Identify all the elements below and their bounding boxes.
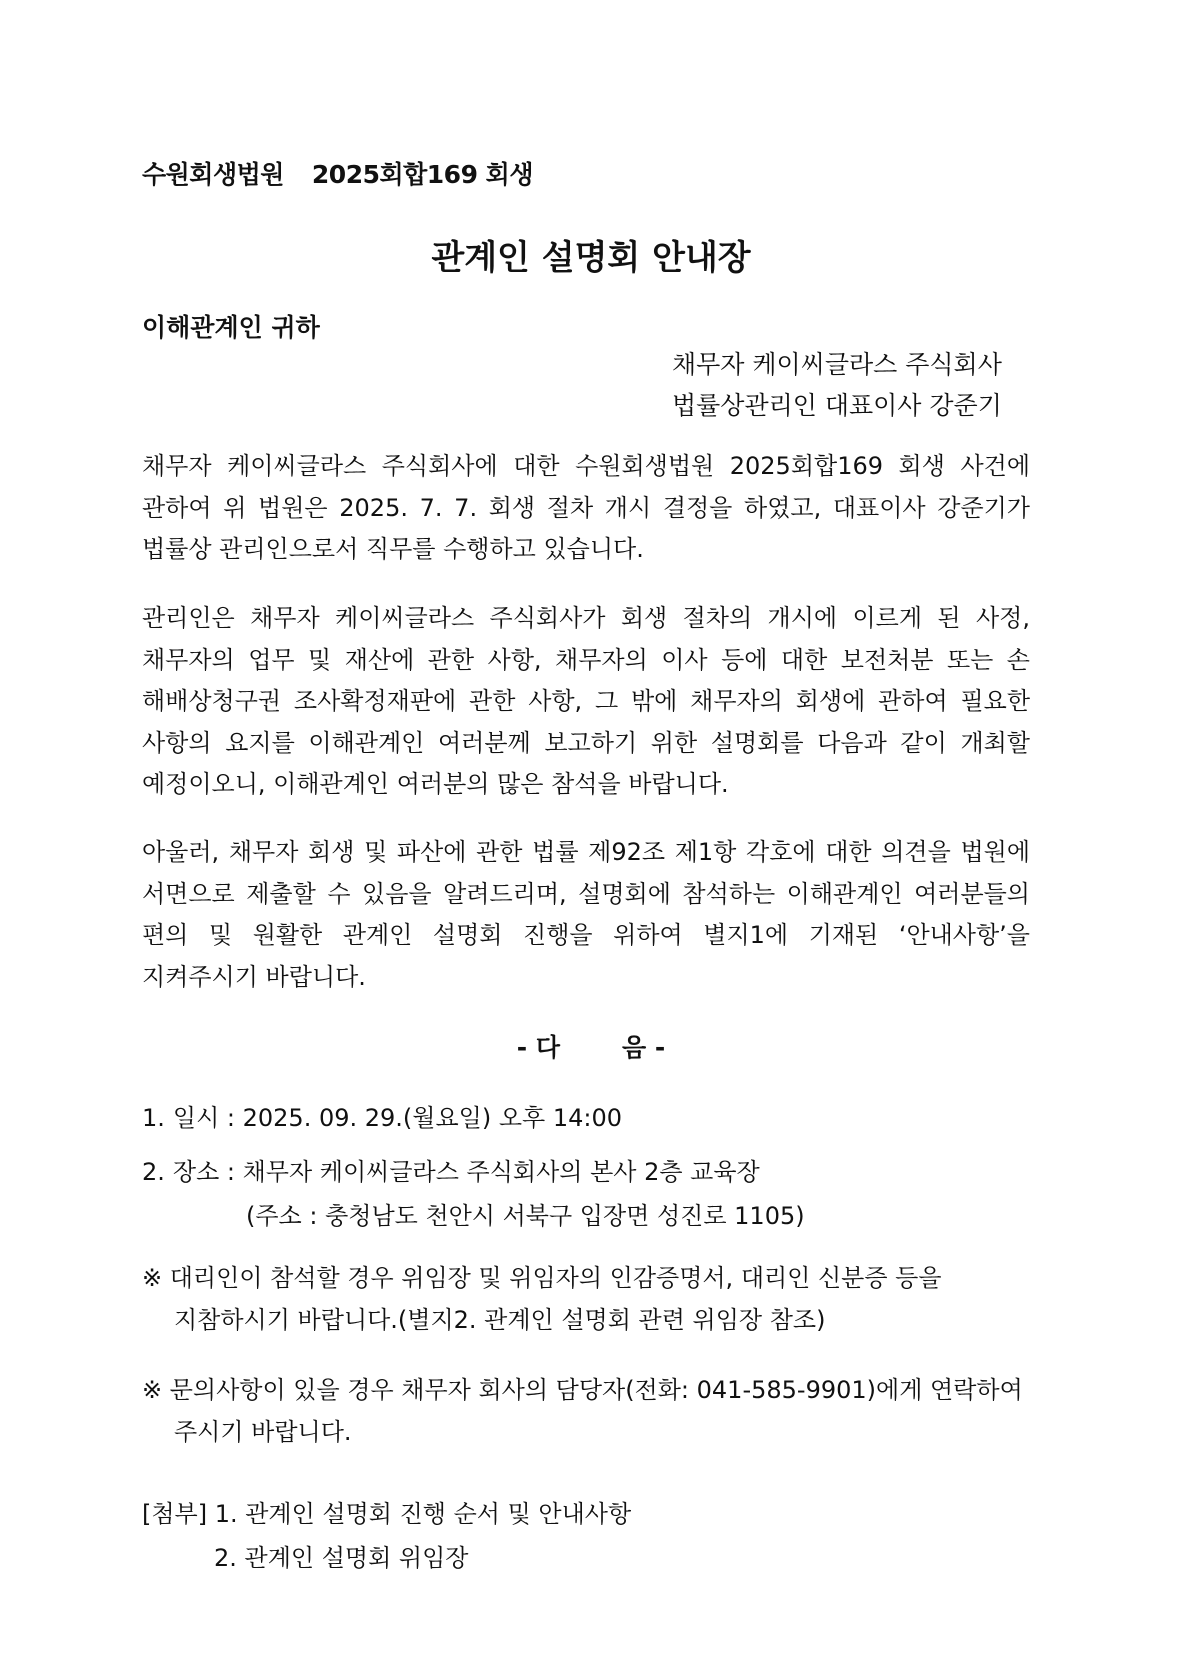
paragraph-line: 편의 및 원활한 관계인 설명회 진행을 위하여 별지1에 기재된 ‘안내사항’을 (142, 921, 1030, 949)
item-number: 2. (142, 1158, 165, 1186)
paragraph-line: 법률상 관리인으로서 직무를 수행하고 있습니다. (142, 535, 644, 563)
next-heading-left: - 다 (516, 1033, 560, 1062)
next-heading-right: 음 - (622, 1033, 666, 1062)
note-proxy-line2: 지참하시기 바랍니다.(별지2. 관계인 설명회 관련 위임장 참조) (174, 1306, 826, 1334)
item-text: 장소 : 채무자 케이씨글라스 주식회사의 본사 2층 교육장 (172, 1158, 760, 1186)
sender-company: 채무자 케이씨글라스 주식회사 (672, 350, 1002, 379)
document-title: 관계인 설명회 안내장 (431, 238, 751, 278)
paragraph-line: 해배상청구권 조사확정재판에 관한 사항, 그 밖에 채무자의 회생에 관하여 필요한 (142, 687, 1030, 715)
note-contact-line1: ※ 문의사항이 있을 경우 채무자 회사의 담당자(전화: 041-585-9901)에게 연락하여 (142, 1376, 1023, 1404)
attachment-line2: 2. 관계인 설명회 위임장 (214, 1544, 469, 1572)
note-proxy-line1: ※ 대리인이 참석할 경우 위임장 및 위임자의 인감증명서, 대리인 신분증 등을 (142, 1264, 942, 1292)
paragraph-line: 사항의 요지를 이해관계인 여러분께 보고하기 위한 설명회를 다음과 같이 개최할 (142, 728, 1030, 757)
paragraph-line: 아울러, 채무자 회생 및 파산에 관한 법률 제92조 제1항 각호에 대한 의견을 법원에 (142, 838, 1030, 866)
attachment-line1: [첨부] 1. 관계인 설명회 진행 순서 및 안내사항 (142, 1500, 632, 1528)
sender-representative: 법률상관리인 대표이사 강준기 (672, 391, 1002, 420)
paragraph-line: 채무자 케이씨글라스 주식회사에 대한 수원회생법원 2025회합169 회생 사건에 (142, 452, 1030, 480)
paragraph-line: 예정이오니, 이해관계인 여러분의 많은 참석을 바랍니다. (142, 770, 729, 798)
item-number: 1. (142, 1104, 165, 1132)
case-number: 2025회합169 회생 (311, 160, 533, 189)
place-address: (주소 : 충청남도 천안시 서북구 입장면 성진로 1105) (246, 1202, 805, 1230)
next-heading (0, 1028, 1182, 1064)
addressee: 이해관계인 귀하 (142, 313, 320, 342)
item-date (142, 1098, 622, 1133)
paragraph-line: 관하여 위 법원은 2025. 7. 7. 회생 절차 개시 결정을 하였고, 대표이사 강준기가 (142, 493, 1030, 522)
paragraph-3 (142, 832, 1030, 998)
paragraph-line: 서면으로 제출할 수 있음을 알려드리며, 설명회에 참석하는 이해관계인 여러분들의 (142, 879, 1030, 908)
paragraph-2 (142, 598, 1030, 806)
paragraph-line: 관리인은 채무자 케이씨글라스 주식회사가 회생 절차의 개시에 이르게 된 사정, (142, 604, 1030, 632)
case-header (142, 155, 533, 191)
paragraph-1 (142, 446, 1030, 571)
note-contact-line2: 주시기 바랍니다. (174, 1418, 352, 1446)
item-place (142, 1152, 760, 1187)
paragraph-line: 지켜주시기 바랍니다. (142, 962, 366, 991)
paragraph-line: 채무자의 업무 및 재산에 관한 사항, 채무자의 이사 등에 대한 보전처분 또는 손 (142, 645, 1030, 674)
court-name: 수원회생법원 (142, 160, 284, 189)
item-text: 일시 : 2025. 09. 29.(월요일) 오후 14:00 (172, 1104, 622, 1132)
